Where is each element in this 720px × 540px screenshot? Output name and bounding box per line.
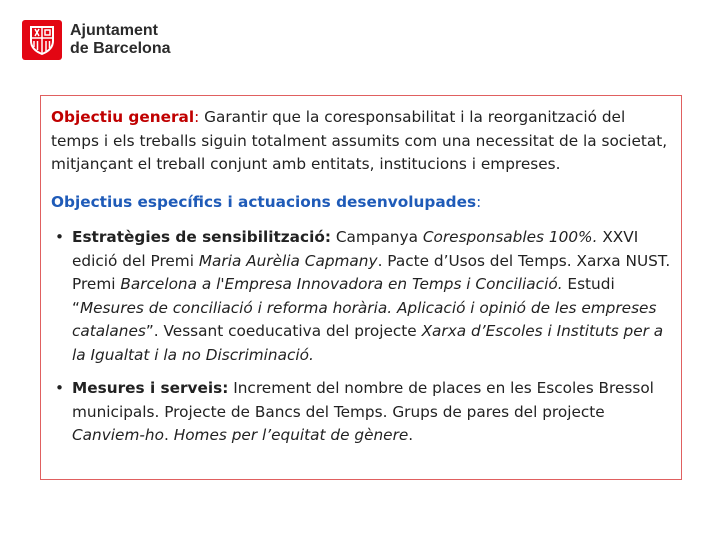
item-text: Increment del nombre de places en les Escoles Bressol municipals. Projecte de Bancs del Temps. Grups de pares del projecte xyxy=(72,379,654,421)
item-text: Campanya xyxy=(330,228,423,246)
general-objective-colon: : xyxy=(194,108,200,126)
item-italic: Barcelona a l'Empresa Innovadora en Temps i Conciliació. xyxy=(120,275,563,293)
item-label: Mesures i serveis xyxy=(72,379,223,397)
item-text: Estudi “ xyxy=(72,275,615,317)
header xyxy=(22,20,170,60)
actions-list xyxy=(51,226,671,448)
logo-line-1: Ajuntament xyxy=(70,22,158,39)
list-item-sensitization xyxy=(51,226,671,367)
item-text: . xyxy=(163,426,174,444)
item-text: . Pacte d’Usos del Temps. Xarxa NUST. Premi xyxy=(72,251,671,293)
item-italic: Maria Aurèlia Capmany xyxy=(198,251,378,270)
city-logo-text xyxy=(70,22,170,58)
bullet-icon: • xyxy=(55,379,65,397)
item-italic: Homes per l’equitat de gènere xyxy=(173,426,409,444)
item-colon: : xyxy=(222,379,229,397)
specific-objectives-heading xyxy=(51,191,671,215)
item-colon: : xyxy=(324,228,331,246)
item-italic: Mesures de conciliació i reforma horària. Aplicació i opinió de les empreses catalanes xyxy=(72,298,657,340)
general-objective-label: Objectiu general xyxy=(51,108,195,126)
bullet-icon: • xyxy=(55,228,65,246)
item-label: Estratègies de sensibilització xyxy=(72,228,325,246)
item-italic: Canviem-ho xyxy=(72,426,164,444)
list-item-measures xyxy=(51,377,671,448)
item-text: . xyxy=(408,426,414,444)
content-box xyxy=(40,95,682,480)
item-text: ”. Vessant coeducativa del projecte xyxy=(145,322,422,340)
specific-heading-colon: : xyxy=(476,192,482,211)
general-objective-text: Garantir que la coresponsabilitat i la reorganització del temps i els treballs siguin totalment assumits com una necessitat de la societat, mitjançant el treball conjunt amb entitats, institucions i empreses. xyxy=(51,108,668,173)
item-text: XXVI edició del Premi xyxy=(72,228,639,270)
logo-line-2: de Barcelona xyxy=(70,40,171,57)
item-italic: Coresponsables 100%. xyxy=(422,228,598,246)
city-logo-icon xyxy=(22,20,62,60)
general-objective xyxy=(51,106,671,177)
item-italic: Xarxa d’Escoles i Instituts per a la Igualtat i la no Discriminació. xyxy=(72,322,664,364)
specific-heading-text: Objectius específics i actuacions desenvolupades xyxy=(51,192,477,211)
